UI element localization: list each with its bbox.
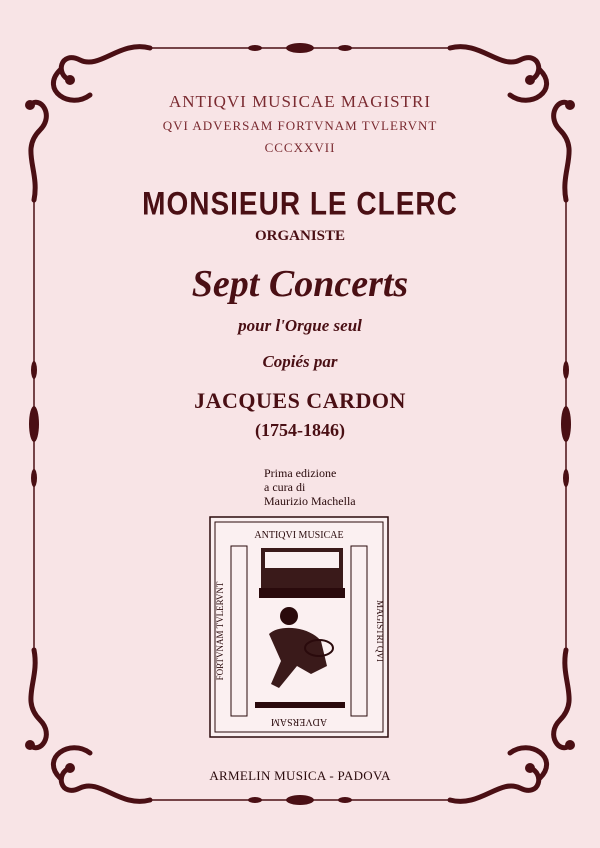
edition-curator-line: a cura di	[264, 480, 306, 494]
emblem-right-text: MAGISTRI QVI	[375, 600, 385, 662]
work-title: Sept Concerts	[191, 263, 409, 305]
series-title: ANTIQVI MUSICAE MAGISTRI	[169, 92, 431, 111]
copyist-dates: (1754-1846)	[255, 420, 345, 440]
copyist-name: JACQUES CARDON	[194, 388, 406, 413]
emblem-left-text: FORTVNAM TVLERVNT	[215, 581, 225, 681]
emblem-top-text: ANTIQVI MUSICAE	[254, 530, 344, 541]
publisher-name: ARMELIN MUSICA - PADOVA	[209, 768, 391, 783]
editor-name: Maurizio Machella	[264, 494, 356, 508]
composer-name: MONSIEUR LE CLERC	[142, 185, 458, 222]
emblem-bottom-text: ADVERSAM	[270, 716, 328, 727]
edition-info	[264, 466, 464, 508]
series-number: CCCXXVII	[264, 140, 336, 155]
composer-role: ORGANISTE	[254, 228, 346, 244]
publisher-emblem	[209, 516, 389, 738]
edition-line: Prima edizione	[264, 466, 337, 480]
copied-by-label: Copiés par	[262, 352, 338, 371]
work-subtitle: pour l'Orgue seul	[238, 316, 362, 335]
series-subtitle: QVI ADVERSAM FORTVNAM TVLERVNT	[162, 118, 438, 133]
